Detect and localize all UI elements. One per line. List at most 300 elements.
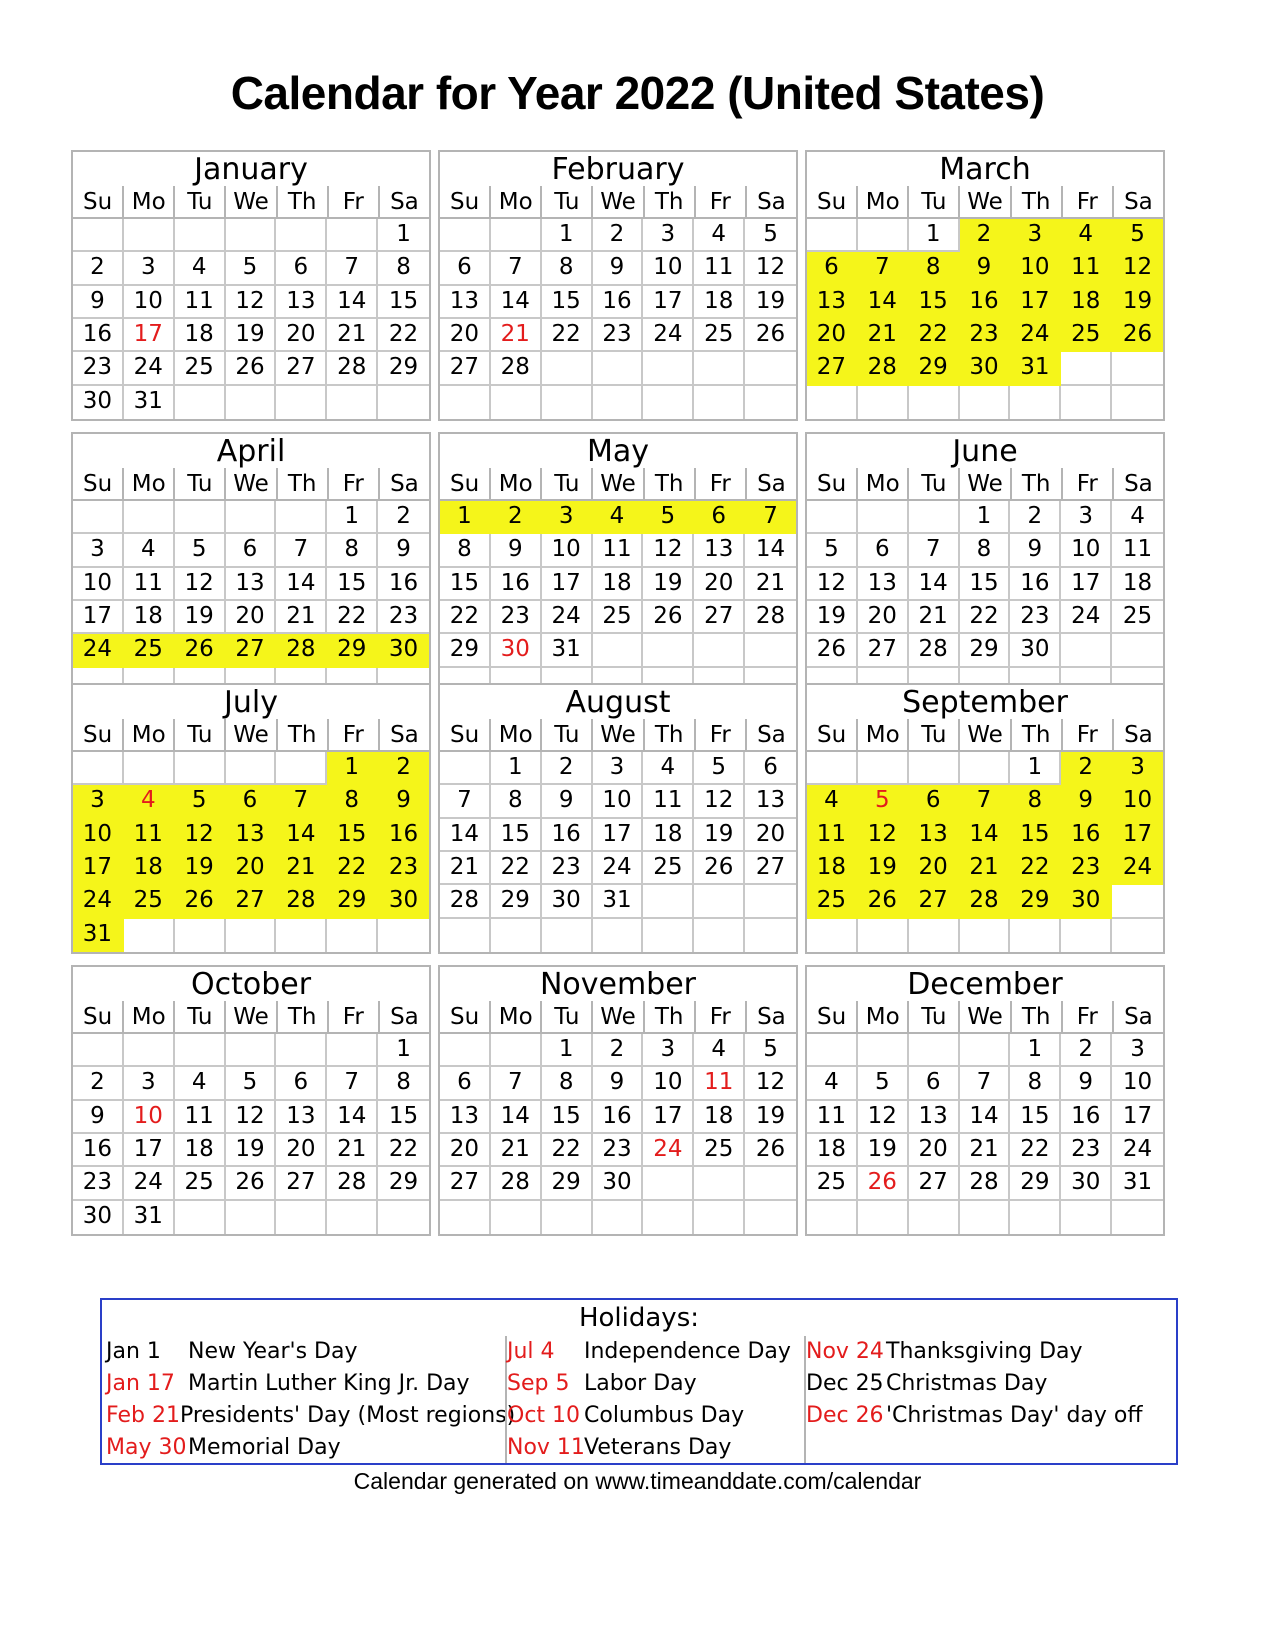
day-cell: 15 (909, 286, 960, 319)
weekday-label: Sa (1124, 1004, 1153, 1030)
weekday-label: Fr (329, 186, 380, 217)
weekday-label: Su (807, 1001, 858, 1032)
day-cell: 5 (745, 1034, 796, 1067)
day-cell: 26 (745, 1134, 796, 1167)
month-september (805, 683, 1165, 954)
day-cell: 3 (73, 785, 124, 818)
empty-day-cell (1061, 1201, 1112, 1234)
weekday-label: Su (440, 468, 491, 499)
empty-day-cell (175, 752, 226, 785)
empty-day-cell (440, 386, 491, 419)
empty-day-cell (440, 752, 491, 785)
day-cell: 23 (1061, 852, 1112, 885)
weekday-label: Sa (390, 1004, 419, 1030)
weekday-label: Su (440, 1001, 491, 1032)
day-grid (807, 501, 1163, 701)
holiday-name: Martin Luther King Jr. Day (188, 1371, 470, 1396)
day-cell: 6 (858, 534, 909, 567)
day-cell: 9 (378, 785, 429, 818)
weekday-label: We (960, 186, 1011, 217)
empty-day-cell (73, 752, 124, 785)
day-cell: 11 (807, 819, 858, 852)
day-cell: 14 (745, 534, 796, 567)
day-cell: 26 (858, 885, 909, 918)
day-cell: 23 (378, 601, 429, 634)
empty-day-cell (276, 1201, 327, 1234)
empty-day-cell (643, 634, 694, 667)
day-cell: 28 (491, 1167, 542, 1200)
day-cell: 16 (593, 286, 644, 319)
day-cell: 28 (440, 885, 491, 918)
day-cell: 13 (440, 286, 491, 319)
weekday-label: We (226, 719, 277, 750)
empty-day-cell (694, 1167, 745, 1200)
weekday-label: We (593, 468, 644, 499)
weekday-label: Sa (390, 189, 419, 215)
day-cell: 17 (643, 1101, 694, 1134)
day-cell: 7 (491, 252, 542, 285)
empty-day-cell (960, 919, 1011, 952)
weekday-label: Su (73, 186, 124, 217)
day-cell: 4 (694, 1034, 745, 1067)
day-cell: 26 (175, 634, 226, 667)
day-cell: 17 (593, 819, 644, 852)
weekday-label: Fr (696, 1001, 747, 1032)
empty-day-cell (226, 219, 277, 252)
day-cell: 1 (378, 1034, 429, 1067)
day-cell: 11 (175, 1101, 226, 1134)
empty-day-cell (440, 919, 491, 952)
weekday-label: Mo (491, 468, 542, 499)
empty-day-cell (1112, 634, 1163, 667)
empty-day-cell (745, 1201, 796, 1234)
day-cell: 20 (276, 1134, 327, 1167)
day-cell: 2 (491, 501, 542, 534)
day-cell: 31 (1010, 352, 1061, 385)
day-cell: 29 (378, 352, 429, 385)
day-cell: 18 (175, 1134, 226, 1167)
day-cell: 9 (1061, 1067, 1112, 1100)
day-cell: 10 (1061, 534, 1112, 567)
empty-day-cell (909, 752, 960, 785)
day-grid (807, 752, 1163, 952)
weekday-label: Fr (329, 1001, 380, 1032)
day-cell: 5 (175, 785, 226, 818)
day-cell: 13 (694, 534, 745, 567)
day-cell: 21 (909, 601, 960, 634)
empty-day-cell (807, 919, 858, 952)
day-cell: 29 (909, 352, 960, 385)
day-cell: 11 (807, 1101, 858, 1134)
day-cell: 18 (807, 1134, 858, 1167)
day-cell: 8 (440, 534, 491, 567)
day-cell: 9 (378, 534, 429, 567)
day-cell: 5 (226, 1067, 277, 1100)
day-cell: 23 (1010, 601, 1061, 634)
day-cell: 30 (960, 352, 1011, 385)
holiday-row (507, 1400, 803, 1432)
month-name: January (194, 152, 308, 187)
day-cell: 27 (909, 1167, 960, 1200)
day-cell: 3 (1112, 1034, 1163, 1067)
day-cell: 1 (1010, 1034, 1061, 1067)
empty-day-cell (1010, 1201, 1061, 1234)
empty-day-cell (1112, 386, 1163, 419)
day-cell: 22 (960, 601, 1011, 634)
empty-day-cell (745, 386, 796, 419)
day-cell: 9 (542, 785, 593, 818)
day-cell: 21 (327, 1134, 378, 1167)
empty-day-cell (175, 1201, 226, 1234)
weekday-label: Mo (858, 719, 909, 750)
weekday-label: Su (807, 719, 858, 750)
day-cell: 15 (491, 819, 542, 852)
holiday-name: Memorial Day (188, 1435, 341, 1460)
weekday-label: Tu (542, 1001, 593, 1032)
day-cell: 14 (276, 819, 327, 852)
day-cell: 16 (960, 286, 1011, 319)
day-cell: 2 (1010, 501, 1061, 534)
weekday-label: Mo (124, 186, 175, 217)
day-cell: 19 (858, 1134, 909, 1167)
holidays-box (100, 1298, 1178, 1465)
empty-day-cell (1061, 386, 1112, 419)
day-cell: 25 (124, 885, 175, 918)
empty-day-cell (960, 1201, 1011, 1234)
day-cell: 30 (73, 1201, 124, 1234)
day-cell: 28 (745, 601, 796, 634)
empty-day-cell (1112, 1201, 1163, 1234)
day-cell: 25 (1112, 601, 1163, 634)
weekday-label: Tu (175, 719, 226, 750)
month-august (438, 683, 798, 954)
day-cell: 26 (175, 885, 226, 918)
empty-day-cell (276, 1034, 327, 1067)
weekday-label: Tu (909, 468, 960, 499)
weekday-header (807, 186, 1163, 219)
day-cell: 23 (491, 601, 542, 634)
empty-day-cell (1061, 634, 1112, 667)
empty-day-cell (960, 752, 1011, 785)
day-cell: 25 (175, 352, 226, 385)
day-cell: 19 (175, 601, 226, 634)
day-cell: 16 (73, 1134, 124, 1167)
day-cell: 14 (327, 286, 378, 319)
day-cell: 29 (542, 1167, 593, 1200)
day-cell: 25 (643, 852, 694, 885)
weekday-label: Th (1012, 1001, 1063, 1032)
day-cell: 26 (643, 601, 694, 634)
day-cell: 7 (327, 1067, 378, 1100)
day-cell: 24 (1112, 1134, 1163, 1167)
day-cell: 6 (226, 785, 277, 818)
weekday-header (440, 468, 796, 501)
weekday-label: Su (73, 1001, 124, 1032)
empty-day-cell (593, 386, 644, 419)
empty-day-cell (807, 1034, 858, 1067)
empty-day-cell (276, 386, 327, 419)
day-cell: 28 (909, 634, 960, 667)
empty-day-cell (858, 919, 909, 952)
weekday-label: We (226, 468, 277, 499)
day-cell: 5 (858, 1067, 909, 1100)
day-cell: 23 (378, 852, 429, 885)
day-cell: 20 (807, 319, 858, 352)
day-cell: 26 (745, 319, 796, 352)
day-cell: 18 (694, 1101, 745, 1134)
month-name: May (586, 434, 650, 469)
empty-day-cell (124, 501, 175, 534)
empty-day-cell (807, 219, 858, 252)
empty-day-cell (276, 501, 327, 534)
empty-day-cell (73, 501, 124, 534)
day-cell: 17 (73, 852, 124, 885)
empty-day-cell (491, 219, 542, 252)
weekday-label: Th (645, 1001, 696, 1032)
empty-day-cell (124, 919, 175, 952)
day-cell: 1 (542, 1034, 593, 1067)
empty-day-cell (276, 919, 327, 952)
day-grid (73, 1034, 429, 1234)
month-may (438, 432, 798, 703)
weekday-label: Mo (491, 719, 542, 750)
weekday-label: Fr (696, 468, 747, 499)
day-cell: 7 (960, 1067, 1011, 1100)
day-cell: 10 (643, 1067, 694, 1100)
day-cell: 3 (124, 252, 175, 285)
empty-day-cell (542, 1201, 593, 1234)
holiday-day-cell: 30 (491, 634, 542, 667)
day-grid (807, 1034, 1163, 1234)
day-cell: 2 (378, 501, 429, 534)
day-cell: 9 (593, 252, 644, 285)
empty-day-cell (960, 1034, 1011, 1067)
day-cell: 31 (124, 1201, 175, 1234)
day-cell: 27 (909, 885, 960, 918)
empty-day-cell (175, 386, 226, 419)
day-cell: 26 (226, 352, 277, 385)
day-cell: 27 (807, 352, 858, 385)
day-cell: 18 (593, 568, 644, 601)
day-cell: 21 (276, 852, 327, 885)
holiday-name: Presidents' Day (Most regions) (179, 1403, 516, 1428)
day-cell: 26 (694, 852, 745, 885)
month-name: June (952, 434, 1018, 469)
day-cell: 2 (1061, 752, 1112, 785)
day-cell: 12 (643, 534, 694, 567)
holiday-day-cell: 26 (858, 1167, 909, 1200)
day-cell: 31 (593, 885, 644, 918)
weekday-header (440, 1001, 796, 1034)
month-july (71, 683, 431, 954)
empty-day-cell (745, 1167, 796, 1200)
day-cell: 10 (542, 534, 593, 567)
empty-day-cell (491, 919, 542, 952)
day-cell: 5 (175, 534, 226, 567)
day-cell: 23 (1061, 1134, 1112, 1167)
day-cell: 16 (378, 568, 429, 601)
empty-day-cell (858, 752, 909, 785)
day-cell: 18 (175, 319, 226, 352)
weekday-label: Mo (858, 186, 909, 217)
holidays-column-2 (505, 1336, 803, 1463)
day-cell: 24 (124, 1167, 175, 1200)
day-cell: 8 (1010, 785, 1061, 818)
empty-day-cell (378, 386, 429, 419)
holiday-date: Nov 11 (507, 1435, 585, 1460)
day-grid (440, 219, 796, 419)
day-cell: 10 (593, 785, 644, 818)
day-cell: 4 (593, 501, 644, 534)
month-name: August (565, 685, 671, 720)
day-cell: 17 (73, 601, 124, 634)
day-cell: 8 (960, 534, 1011, 567)
empty-day-cell (858, 386, 909, 419)
weekday-label: We (226, 1001, 277, 1032)
day-cell: 16 (73, 319, 124, 352)
day-cell: 23 (593, 319, 644, 352)
day-cell: 11 (1061, 252, 1112, 285)
day-cell: 25 (124, 634, 175, 667)
day-cell: 26 (1112, 319, 1163, 352)
holiday-row (806, 1368, 1176, 1400)
day-cell: 25 (694, 319, 745, 352)
day-cell: 1 (378, 219, 429, 252)
day-cell: 14 (491, 286, 542, 319)
day-cell: 24 (73, 885, 124, 918)
day-cell: 4 (807, 785, 858, 818)
weekday-label: Mo (491, 1001, 542, 1032)
day-grid (807, 219, 1163, 419)
day-cell: 29 (327, 634, 378, 667)
empty-day-cell (1010, 919, 1061, 952)
day-cell: 19 (745, 286, 796, 319)
empty-day-cell (1112, 885, 1163, 918)
day-cell: 2 (378, 752, 429, 785)
empty-day-cell (175, 501, 226, 534)
day-cell: 12 (858, 1101, 909, 1134)
day-cell: 6 (440, 1067, 491, 1100)
month-name: February (551, 152, 685, 187)
day-cell: 7 (440, 785, 491, 818)
empty-day-cell (226, 501, 277, 534)
day-cell: 16 (1061, 819, 1112, 852)
day-cell: 22 (909, 319, 960, 352)
holiday-name: New Year's Day (188, 1339, 358, 1364)
day-cell: 12 (858, 819, 909, 852)
day-cell: 13 (226, 568, 277, 601)
holiday-row (507, 1336, 803, 1368)
weekday-label: Mo (124, 719, 175, 750)
empty-day-cell (807, 501, 858, 534)
weekday-label: Th (645, 186, 696, 217)
day-cell: 22 (327, 601, 378, 634)
day-cell: 15 (378, 286, 429, 319)
day-cell: 10 (1112, 785, 1163, 818)
day-cell: 10 (1112, 1067, 1163, 1100)
day-cell: 8 (327, 534, 378, 567)
month-february (438, 150, 798, 421)
day-cell: 31 (542, 634, 593, 667)
holiday-row (806, 1400, 1176, 1432)
weekday-label: Sa (390, 471, 419, 497)
empty-day-cell (593, 634, 644, 667)
weekday-label: Su (807, 186, 858, 217)
day-cell: 23 (542, 852, 593, 885)
holiday-date: Dec 26 (806, 1403, 884, 1428)
month-march (805, 150, 1165, 421)
day-cell: 1 (960, 501, 1011, 534)
day-cell: 24 (643, 319, 694, 352)
holiday-day-cell: 10 (124, 1101, 175, 1134)
empty-day-cell (226, 1034, 277, 1067)
day-cell: 4 (807, 1067, 858, 1100)
day-cell: 4 (694, 219, 745, 252)
empty-day-cell (124, 219, 175, 252)
day-cell: 23 (593, 1134, 644, 1167)
weekday-label: Sa (1124, 471, 1153, 497)
empty-day-cell (1061, 919, 1112, 952)
empty-day-cell (593, 919, 644, 952)
day-cell: 16 (1061, 1101, 1112, 1134)
day-cell: 16 (593, 1101, 644, 1134)
weekday-header (73, 186, 429, 219)
weekday-label: Th (278, 468, 329, 499)
empty-day-cell (327, 919, 378, 952)
weekday-label: We (593, 186, 644, 217)
empty-day-cell (745, 919, 796, 952)
day-cell: 5 (226, 252, 277, 285)
empty-day-cell (909, 1034, 960, 1067)
empty-day-cell (694, 386, 745, 419)
day-cell: 3 (1112, 752, 1163, 785)
weekday-header (73, 719, 429, 752)
holiday-date: Jan 1 (106, 1339, 161, 1364)
day-cell: 9 (1061, 785, 1112, 818)
day-cell: 2 (1061, 1034, 1112, 1067)
empty-day-cell (1112, 919, 1163, 952)
empty-day-cell (226, 752, 277, 785)
day-cell: 9 (491, 534, 542, 567)
empty-day-cell (124, 1034, 175, 1067)
day-cell: 25 (175, 1167, 226, 1200)
holiday-date: Sep 5 (507, 1371, 570, 1396)
day-cell: 14 (960, 819, 1011, 852)
day-cell: 15 (1010, 819, 1061, 852)
day-cell: 30 (378, 885, 429, 918)
empty-day-cell (440, 219, 491, 252)
holiday-day-cell: 21 (491, 319, 542, 352)
weekday-header (440, 719, 796, 752)
day-cell: 14 (327, 1101, 378, 1134)
day-cell: 18 (124, 852, 175, 885)
day-cell: 3 (124, 1067, 175, 1100)
holiday-row (507, 1368, 803, 1400)
day-cell: 28 (327, 352, 378, 385)
weekday-label: Fr (1063, 719, 1114, 750)
empty-day-cell (960, 386, 1011, 419)
day-cell: 19 (1112, 286, 1163, 319)
day-cell: 11 (593, 534, 644, 567)
day-cell: 16 (1010, 568, 1061, 601)
weekday-label: Tu (909, 1001, 960, 1032)
day-cell: 30 (542, 885, 593, 918)
weekday-header (73, 1001, 429, 1034)
day-cell: 16 (378, 819, 429, 852)
day-cell: 7 (745, 501, 796, 534)
day-grid (440, 1034, 796, 1234)
day-cell: 3 (643, 1034, 694, 1067)
